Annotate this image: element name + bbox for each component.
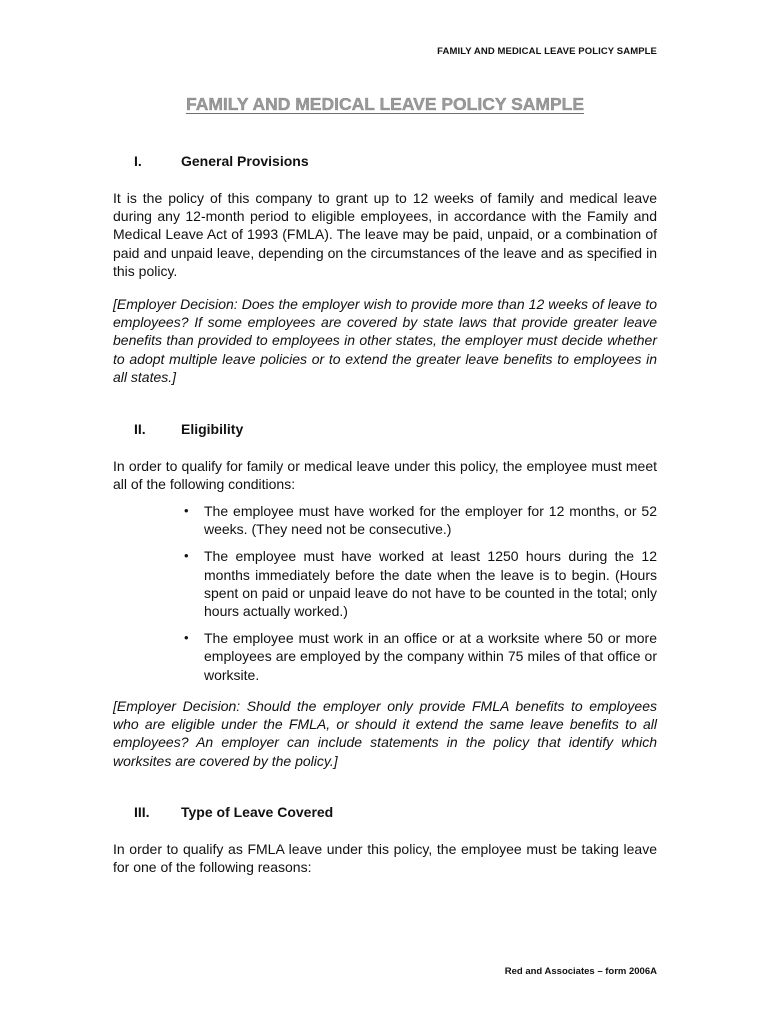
section-title: General Provisions — [181, 153, 309, 169]
list-item — [180, 547, 657, 620]
bullet-icon: • — [184, 503, 189, 518]
list-item — [180, 629, 657, 684]
list-item — [180, 502, 657, 538]
bullet-icon: • — [184, 630, 189, 646]
document-title: FAMILY AND MEDICAL LEAVE POLICY SAMPLE — [185, 94, 584, 114]
leave-type-intro: In order to qualify as FMLA leave under this policy, the employee must be taking leave for one of the following reasons: — [113, 841, 657, 876]
section-title: Eligibility — [181, 421, 244, 437]
section-number: I. — [134, 153, 142, 169]
eligibility-conditions-list — [180, 502, 657, 693]
section-number: II. — [134, 421, 146, 437]
footer-form-id: Red and Associates – form 2006A — [504, 966, 657, 977]
bullet-icon: • — [184, 548, 189, 564]
employer-decision-note: [Employer Decision: Does the employer wish to provide more than 12 weeks of leave to employees? If some employees are covered by state laws that provide greater leave benefits than provided to employees in other states, the employer must decide whether to adopt multiple leave policies or to extend the greater leave benefits to employees in all states.] — [113, 296, 657, 385]
running-header: FAMILY AND MEDICAL LEAVE POLICY SAMPLE — [437, 46, 657, 57]
section-number: III. — [134, 804, 150, 820]
employer-decision-note: [Employer Decision: Should the employer only provide FMLA benefits to employees who are eligible under the FMLA, or should it extend the same leave benefits to all employees? An employer can include statements in the policy that identify which worksites are covered by the policy.] — [113, 698, 657, 769]
eligibility-intro: In order to qualify for family or medical leave under this policy, the employee must meet all of the following conditions: — [113, 458, 657, 493]
policy-paragraph: It is the policy of this company to grant up to 12 weeks of family and medical leave during any 12-month period to eligible employees, in accordance with the Family and Medical Leave Act of 1993 (FMLA). The leave may be paid, unpaid, or a combination of paid and unpaid leave, depending on the circumstances of the leave and as specified in this policy. — [113, 190, 657, 279]
condition-text: The employee must work in an office or at a worksite where 50 or more employees are employed by the company within 75 miles of that office or worksite. — [204, 630, 657, 683]
condition-text: The employee must have worked for the employer for 12 months, or 52 weeks. (They need not be consecutive.) — [204, 503, 657, 538]
condition-text: The employee must have worked at least 1250 hours during the 12 months immediately before the date when the leave is to begin. (Hours spent on paid or unpaid leave do not have to be counted in the total; only hours actually worked.) — [204, 548, 657, 620]
section-title: Type of Leave Covered — [181, 804, 334, 820]
